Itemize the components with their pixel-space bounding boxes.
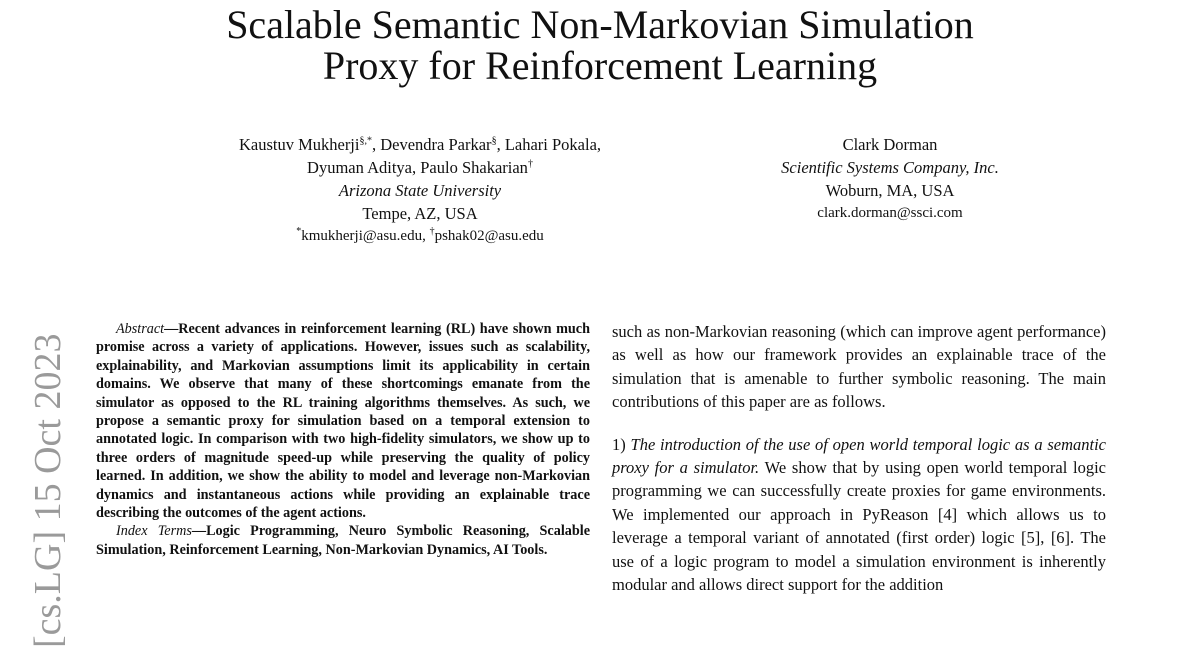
contribution-paragraph [612, 433, 1106, 597]
contribution-number: 1) [612, 434, 631, 454]
abstract-heading: Abstract [116, 321, 165, 337]
author-name: Dyuman Aditya, Paulo Shakarian [307, 158, 528, 177]
index-terms-heading: Index Terms [116, 523, 192, 540]
abstract-section [96, 320, 590, 559]
author-email-link[interactable]: pshak02@asu.edu [434, 228, 544, 244]
paper-title [0, 4, 1200, 86]
author-footnote-mark: § [491, 135, 497, 147]
author-name: Clark Dorman [842, 135, 938, 154]
author-names-line-2 [150, 156, 690, 179]
author-name: Kaustuv Mukherji [238, 135, 360, 154]
author-email-link[interactable]: kmukherji@asu.edu, [301, 228, 430, 244]
author-email-link[interactable]: clark.dorman@ssci.com [817, 205, 963, 221]
contribution-heading: The introduction of the use of open world temporal logic as a semantic proxy for a simulator. [612, 434, 1106, 478]
author-names-line-1 [150, 133, 690, 156]
author-affiliation: Arizona State University [338, 181, 502, 200]
body-paragraph: such as non-Markovian reasoning (which can improve agent performance) as well as how our framework provides an explainable trace of the simulation that is amenable to further symbolic reasoning. The main contributions of this paper are as follows. [612, 322, 1106, 412]
abstract-dash: — [164, 321, 179, 337]
author-block-ssci [735, 133, 1045, 225]
author-location: Woburn, MA, USA [825, 181, 955, 200]
contribution-text: We show that by using open world temporal logic programming we can successfully create proxies for game environments. We implemented our approach in PyReason [4] which allows us to leverage a temporal variant of annotated (first order) logic [5], [6]. The use of a logic program to model a simulation environment is inherently modular and allows direct support for the addition [612, 458, 1106, 595]
author-location: Tempe, AZ, USA [362, 204, 478, 223]
author-footnote-mark: † [527, 158, 533, 170]
abstract-text: Recent advances in reinforcement learning (RL) have shown much promise across a variety of applications. However, issues such as scalability, explainability, and Markovian assumptions limit its applicability in certain domains. We observe that many of these shortcomings emanate from the simulator as opposed to the RL training algorithms themselves. As such, we propose a semantic proxy for simulation based on a temporal extension to annotated logic. In comparison with two high-fidelity simulators, we show up to three orders of magnitude speed-up while preserving the quality of policy learned. In addition, we show the ability to model and leverage non-Markovian dynamics and instantaneous actions while providing an explainable trace describing the outcomes of the agent actions. [96, 321, 590, 522]
abstract-paragraph [96, 320, 590, 522]
author-block-asu [150, 133, 690, 248]
body-right-column [612, 320, 1106, 596]
email-footnote-mark: * [296, 226, 302, 237]
index-terms-paragraph [96, 522, 590, 559]
title-line-1: Scalable Semantic Non-Markovian Simulation [226, 2, 974, 47]
title-line-2: Proxy for Reinforcement Learning [322, 43, 878, 88]
author-name: , Lahari Pokala, [496, 135, 602, 154]
arxiv-identifier-stamp: [cs.LG] 15 Oct 2023 [27, 333, 69, 648]
index-terms-dash: — [191, 523, 207, 540]
author-affiliation: Scientific Systems Company, Inc. [781, 158, 999, 177]
author-name: , Devendra Parkar [371, 135, 492, 154]
email-footnote-mark: † [429, 226, 435, 237]
author-footnote-mark: §,* [359, 135, 372, 147]
author-emails [150, 225, 690, 248]
index-terms-text: Logic Programming, Neuro Symbolic Reasoning, Scalable Simulation, Reinforcement Learning, Non-Markovian Dynamics, AI Tools. [96, 523, 590, 558]
